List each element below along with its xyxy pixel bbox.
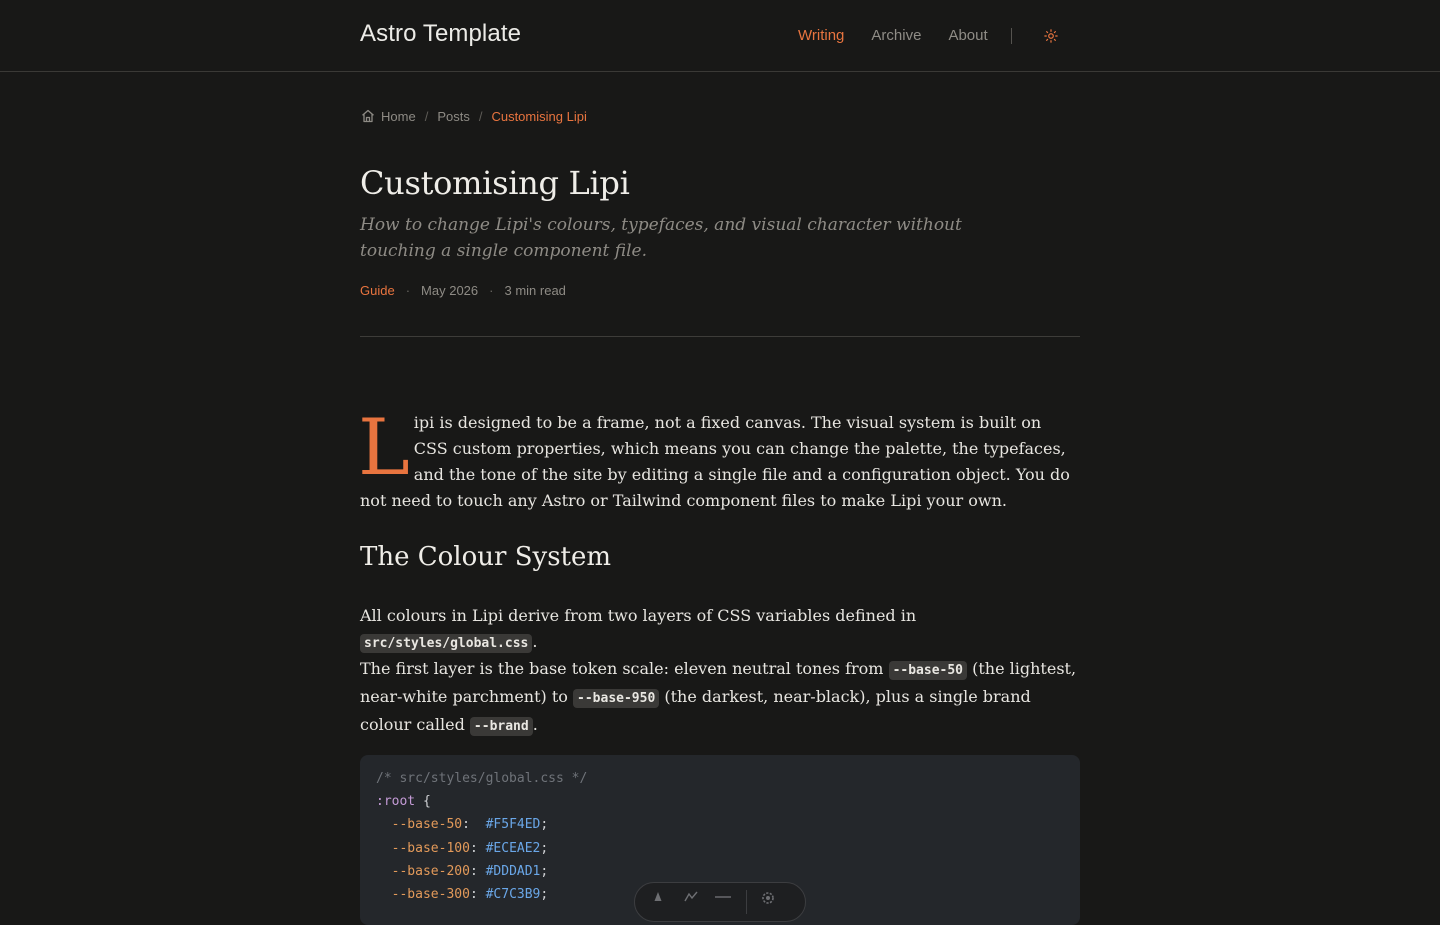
- code-punctuation: ;: [540, 817, 549, 833]
- code-property: --base-200: [391, 863, 470, 879]
- settings-icon: [760, 890, 776, 906]
- code-punctuation: :: [469, 886, 486, 902]
- code-punctuation: :: [469, 863, 486, 879]
- post-meta: [360, 283, 566, 298]
- inline-code: --base-950: [573, 689, 659, 708]
- breadcrumb-separator: /: [424, 108, 429, 124]
- inline-code: --brand: [470, 717, 533, 736]
- code-value: #F5F4ED: [485, 817, 541, 833]
- code-line: [376, 837, 1064, 860]
- code-line: [376, 790, 1064, 813]
- meta-separator: ·: [489, 283, 494, 298]
- code-punctuation: ;: [540, 863, 549, 879]
- code-value: #ECEAE2: [485, 840, 541, 856]
- code-line: [376, 813, 1064, 836]
- read-time: 3 min read: [504, 283, 566, 298]
- inspect-icon: [683, 890, 699, 904]
- code-property: --base-50: [391, 817, 463, 833]
- site-header: [0, 0, 1440, 72]
- intro-paragraph: [358, 403, 1080, 514]
- menu-icon: [714, 890, 732, 904]
- breadcrumb: [360, 108, 587, 124]
- drop-cap: L: [358, 403, 410, 493]
- breadcrumb-home[interactable]: Home: [381, 108, 416, 124]
- code-comment: /* src/styles/global.css */: [376, 771, 588, 786]
- meta-separator: ·: [405, 283, 411, 298]
- breadcrumb-current: Customising Lipi: [491, 108, 587, 124]
- breadcrumb-posts[interactable]: Posts: [437, 108, 470, 124]
- intro-text: ipi is designed to be a frame, not a fixed canvas. The visual system is built on CSS custom properties, which means you can change the palette, the typefaces, and the tone of the site by editing a single file and a configuration object. You do not need to touch any Astro or Tailwind component files to make Lipi your own.: [360, 413, 1070, 510]
- post-category-link[interactable]: Guide: [360, 283, 395, 298]
- nav-writing[interactable]: Writing: [798, 27, 845, 44]
- nav-about[interactable]: About: [948, 27, 988, 44]
- paragraph-text: (the lightest, near-white parchment) to: [360, 659, 1077, 706]
- section-heading: The Colour System: [360, 542, 612, 572]
- sun-icon: [1044, 29, 1058, 43]
- code-punctuation: ;: [540, 886, 549, 902]
- toolbar-menu-button[interactable]: [714, 890, 732, 914]
- toolbar-inspect-button[interactable]: [681, 890, 699, 914]
- code-selector: :root: [376, 794, 416, 810]
- page-title: Customising Lipi: [360, 164, 630, 202]
- post-subtitle: How to change Lipi's colours, typefaces, and visual character without touching a single component file.: [360, 215, 962, 261]
- code-value: #DDDAD1: [485, 863, 541, 879]
- inline-code: --base-50: [889, 661, 967, 680]
- post-date: May 2026: [421, 283, 479, 298]
- paragraph-text: .: [532, 632, 538, 651]
- code-brace: {: [415, 794, 431, 810]
- breadcrumb-separator: /: [478, 108, 483, 124]
- astro-icon: [651, 890, 665, 904]
- toolbar-settings-button[interactable]: [759, 890, 777, 914]
- code-line: [376, 860, 1064, 883]
- paragraph: [360, 603, 1080, 657]
- nav-divider: [1011, 28, 1012, 44]
- paragraph: [360, 656, 1080, 740]
- code-value: #C7C3B9: [485, 886, 541, 902]
- home-icon: [360, 108, 376, 124]
- main-nav: [798, 27, 1059, 44]
- paragraph-text: All colours in Lipi derive from two layers of CSS variables defined in: [360, 606, 917, 625]
- toolbar-astro-button[interactable]: [649, 890, 667, 914]
- paragraph-text: .: [532, 715, 538, 734]
- code-punctuation: ;: [540, 840, 549, 856]
- nav-archive[interactable]: Archive: [871, 27, 922, 44]
- theme-toggle-button[interactable]: [1043, 28, 1059, 44]
- inline-code: src/styles/global.css: [360, 634, 532, 653]
- header-divider: [360, 336, 1080, 337]
- code-property: --base-300: [391, 886, 470, 902]
- code-punctuation: :: [469, 840, 486, 856]
- site-brand[interactable]: Astro Template: [360, 20, 522, 47]
- dev-toolbar: [634, 882, 806, 922]
- toolbar-separator: [746, 890, 747, 914]
- code-punctuation: :: [462, 817, 486, 833]
- paragraph-text: The first layer is the base token scale: eleven neutral tones from: [360, 659, 889, 678]
- article-body: [358, 403, 1080, 734]
- code-property: --base-100: [391, 840, 470, 856]
- paragraph-text: (the darkest, near-black), plus a single brand colour called: [360, 687, 1031, 734]
